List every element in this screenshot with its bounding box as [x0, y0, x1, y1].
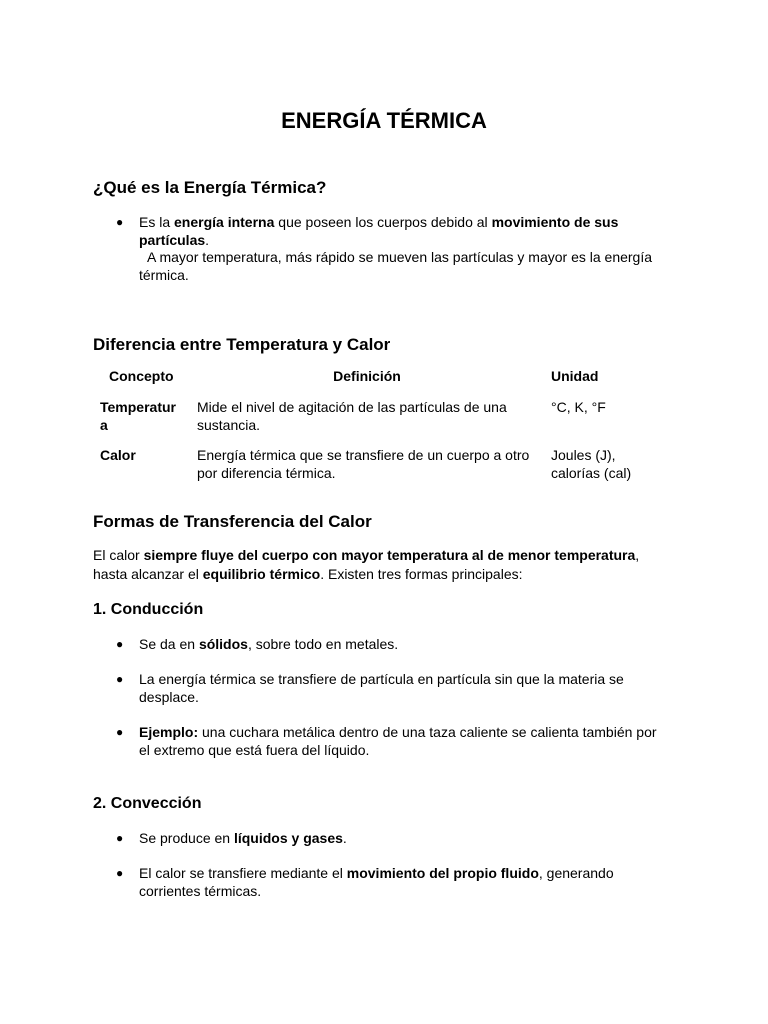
table-cell-definition: Energía térmica que se transfiere de un cuerpo a otro por diferencia térmica. — [197, 447, 530, 481]
table-header-unidad: Unidad — [551, 368, 599, 384]
text: . — [205, 231, 210, 248]
text: Se produce en — [139, 830, 234, 846]
bold-text: sólidos — [198, 636, 248, 652]
text: , sobre todo en metales. — [247, 636, 399, 652]
bullet-dot: ● — [116, 831, 124, 845]
text: Se da en — [139, 636, 199, 652]
text: , hasta alcanzar el — [93, 547, 640, 582]
bullet-dot: ● — [116, 215, 124, 229]
text: que poseen los cuerpos debido al — [274, 214, 492, 230]
table-cell-definition: Mide el nivel de agitación de las partículas de una sustancia. — [197, 399, 507, 433]
intro-paragraph — [93, 546, 673, 584]
section-heading-que-es: ¿Qué es la Energía Térmica? — [93, 178, 327, 197]
bold-text: equilibrio térmico — [202, 566, 321, 582]
text: Es la — [139, 214, 175, 230]
list-item — [116, 724, 669, 759]
bold-text: Ejemplo: — [139, 724, 199, 740]
table-cell-concept: Temperatura — [100, 399, 176, 433]
section-heading-formas: Formas de Transferencia del Calor — [93, 512, 372, 531]
text: El calor — [93, 547, 144, 563]
text: , generando corrientes térmicas. — [139, 865, 614, 899]
bullet-dot: ● — [116, 725, 124, 739]
bold-text: siempre fluye del cuerpo con mayor temperatura al de menor temperatura — [143, 547, 636, 563]
text: La energía térmica se transfiere de partícula en partícula sin que la materia se desplace. — [139, 671, 624, 705]
subheading-conveccion: 2. Convección — [93, 795, 202, 812]
table-header-concepto: Concepto — [109, 368, 174, 384]
table-cell-unit: °C, K, °F — [551, 399, 606, 415]
section-heading-diferencia: Diferencia entre Temperatura y Calor — [93, 335, 391, 354]
table-cell-concept: Calor — [100, 447, 136, 463]
text: El calor se transfiere mediante el — [139, 865, 347, 881]
list-item — [116, 671, 669, 706]
bullet-dot: ● — [116, 637, 124, 651]
bullet-dot: ● — [116, 866, 124, 880]
list-item — [116, 830, 669, 848]
bold-text: movimiento del propio fluido — [346, 865, 539, 881]
document-title: ENERGÍA TÉRMICA — [281, 108, 487, 133]
text: una cuchara metálica dentro de una taza caliente se calienta también por el extremo que está fuera del líquido. — [139, 724, 657, 758]
list-item — [116, 865, 669, 900]
text: . — [342, 830, 347, 846]
bullet-dot: ● — [116, 672, 124, 686]
bold-text: energía interna — [174, 214, 275, 230]
text: A mayor temperatura, más rápido se mueven las partículas y mayor es la energía térmica. — [139, 249, 653, 283]
bold-text: movimiento de sus partículas — [139, 214, 619, 248]
list-item — [116, 636, 669, 654]
list-item — [116, 214, 669, 284]
text: . Existen tres formas principales: — [320, 566, 523, 582]
subheading-conduccion: 1. Conducción — [93, 601, 204, 618]
table-cell-unit: Joules (J), calorías (cal) — [551, 447, 632, 481]
bold-text: líquidos y gases — [233, 830, 343, 846]
table-header-definicion: Definición — [333, 368, 401, 384]
